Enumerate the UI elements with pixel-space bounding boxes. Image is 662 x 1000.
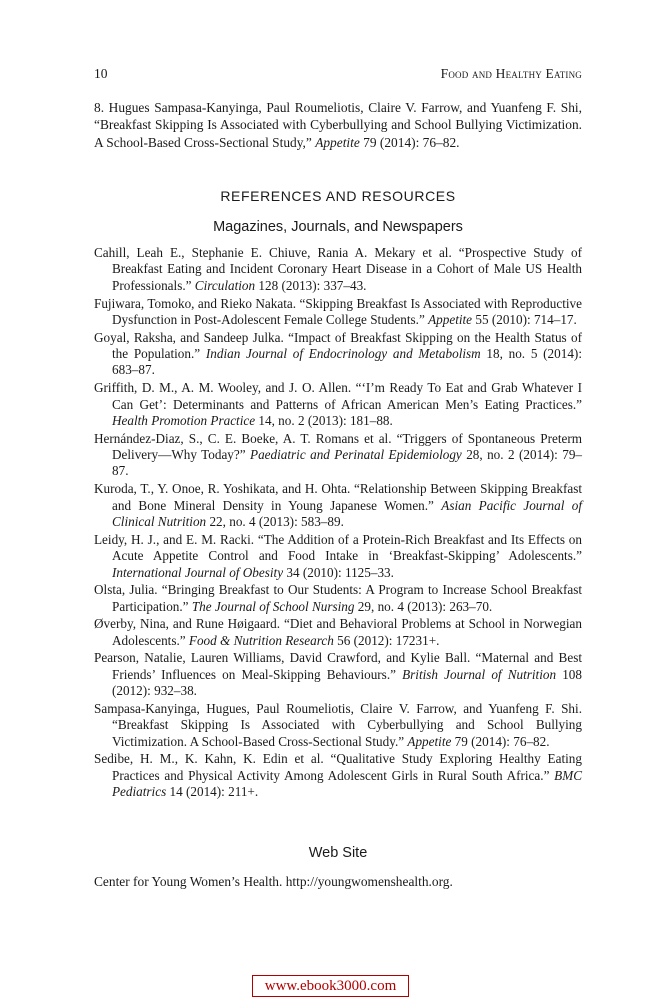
endnote-8 bbox=[94, 99, 582, 151]
reference-text: Cahill, Leah E., Stephanie E. Chiuve, Rania A. Mekary et al. “Prospective Study of Breakfast Eating and Incident Coronary Heart Disease in a Cohort of Male US Health Professionals.” bbox=[94, 245, 582, 293]
reference-details: 55 (2010): 714–17. bbox=[472, 311, 577, 327]
reference-text: Sampasa-Kanyinga, Hugues, Paul Roumeliotis, Claire V. Farrow, and Yuanfeng F. Shi. “Breakfast Skipping Is Associated with Cyberbullying and School Bullying Victimization. A School-Based Cross-Sectional Study.” bbox=[94, 700, 582, 749]
reference-details: 22, no. 4 (2013): 583–89. bbox=[206, 513, 344, 529]
reference-journal: The Journal of School Nursing bbox=[191, 598, 355, 614]
endnote-tail: 79 (2014): 76–82. bbox=[359, 134, 460, 150]
reference-text: Øverby, Nina, and Rune Høigaard. “Diet and Behavioral Problems at School in Norwegian Adolescents.” bbox=[94, 616, 582, 648]
reference-text: Fujiwara, Tomoko, and Rieko Nakata. “Skipping Breakfast Is Associated with Reproductive Dysfunction in Post-Adolescent Female College Students.” bbox=[94, 295, 582, 327]
reference-journal: Health Promotion Practice bbox=[112, 412, 256, 428]
reference-journal: International Journal of Obesity bbox=[112, 564, 284, 580]
reference-text: Hernández-Diaz, S., C. E. Boeke, A. T. Romans et al. “Triggers of Spontaneous Preterm Delivery—Why Today?” bbox=[94, 430, 582, 463]
reference-item bbox=[94, 532, 582, 581]
page-number: 10 bbox=[94, 66, 108, 81]
reference-text: Kuroda, T., Y. Onoe, R. Yoshikata, and H. Ohta. “Relationship Between Skipping Breakfast and Bone Mineral Density in Young Japanese Women.” bbox=[94, 481, 582, 513]
reference-item bbox=[94, 380, 582, 429]
reference-item bbox=[94, 582, 582, 615]
reference-list bbox=[94, 245, 582, 802]
reference-item bbox=[94, 330, 582, 379]
reference-journal: Appetite bbox=[428, 311, 473, 327]
reference-text: Olsta, Julia. “Bringing Breakfast to Our Students: A Program to Increase School Breakfast Participation.” bbox=[94, 582, 582, 614]
reference-journal: Paediatric and Perinatal Epidemiology bbox=[250, 447, 462, 463]
reference-item bbox=[94, 616, 582, 649]
reference-details: 14 (2014): 211+. bbox=[166, 784, 259, 800]
reference-details: 79 (2014): 76–82. bbox=[451, 733, 550, 749]
reference-text: Leidy, H. J., and E. M. Racki. “The Addition of a Protein-Rich Breakfast and Its Effects on Acute Appetite Control and Food Intake in ‘Breakfast-Skipping’ Adolescents.” bbox=[94, 531, 582, 564]
reference-item bbox=[94, 481, 582, 530]
page-header bbox=[94, 66, 582, 84]
reference-journal: Asian Pacific Journal of Clinical Nutrition bbox=[112, 497, 582, 529]
reference-details: 128 (2013): 337–43. bbox=[255, 277, 367, 293]
reference-item bbox=[94, 245, 582, 294]
reference-text: Goyal, Raksha, and Sandeep Julka. “Impact of Breakfast Skipping on the Health Status of the Population.” bbox=[94, 329, 582, 362]
reference-details: 28, no. 2 (2014): 79–87. bbox=[112, 447, 583, 479]
watermark-link[interactable]: www.ebook3000.com bbox=[252, 975, 409, 997]
reference-details: 108 (2012): 932–38. bbox=[112, 666, 582, 699]
references-heading: REFERENCES AND RESOURCES bbox=[220, 188, 456, 204]
reference-item bbox=[94, 431, 582, 480]
web-site-entry: Center for Young Women’s Health. http://youngwomenshealth.org. bbox=[94, 874, 453, 889]
reference-details: 29, no. 4 (2013): 263–70. bbox=[354, 598, 493, 614]
reference-text: Pearson, Natalie, Lauren Williams, David Crawford, and Kylie Ball. “Maternal and Best Friends’ Influences on Meal-Skipping Behaviours.” bbox=[94, 650, 582, 682]
reference-text: Griffith, D. M., A. M. Wooley, and J. O. Allen. “‘I’m Ready To Eat and Grab Whatever I Can Get’: Determinants and Patterns of African American Men’s Eating Practices.” bbox=[94, 380, 582, 412]
reference-journal: British Journal of Nutrition bbox=[402, 666, 557, 682]
reference-journal: Appetite bbox=[407, 733, 452, 749]
reference-journal: BMC Pediatrics bbox=[112, 767, 582, 800]
running-head: Food and Healthy Eating bbox=[440, 66, 582, 81]
reference-details: 14, no. 2 (2013): 181–88. bbox=[255, 412, 393, 428]
reference-item bbox=[94, 650, 582, 699]
reference-item bbox=[94, 751, 582, 800]
web-site-heading: Web Site bbox=[308, 845, 368, 861]
reference-text: Sedibe, H. M., K. Kahn, K. Edin et al. “Qualitative Study Exploring Healthy Eating Practices and Physical Activity Among Adolescent Girls in Rural South Africa.” bbox=[94, 751, 582, 783]
reference-details: 34 (2010): 1125–33. bbox=[283, 564, 394, 580]
reference-journal: Indian Journal of Endocrinology and Metabolism bbox=[205, 346, 481, 362]
endnote-text: 8. Hugues Sampasa-Kanyinga, Paul Roumeliotis, Claire V. Farrow, and Yuanfeng F. Shi, “Breakfast Skipping Is Associated with Cyberbullying and School Bullying Victimization. A School-Based Cross-Sectional Study,” bbox=[94, 100, 582, 150]
reference-details: 56 (2012): 17231+. bbox=[333, 632, 440, 648]
magazines-heading: Magazines, Journals, and Newspapers bbox=[213, 219, 463, 235]
reference-journal: Circulation bbox=[194, 277, 256, 293]
reference-journal: Food & Nutrition Research bbox=[188, 632, 334, 648]
reference-item bbox=[94, 701, 582, 750]
reference-details: 18, no. 5 (2014): 683–87. bbox=[112, 346, 582, 378]
endnote-journal: Appetite bbox=[315, 134, 360, 150]
reference-item bbox=[94, 296, 582, 329]
